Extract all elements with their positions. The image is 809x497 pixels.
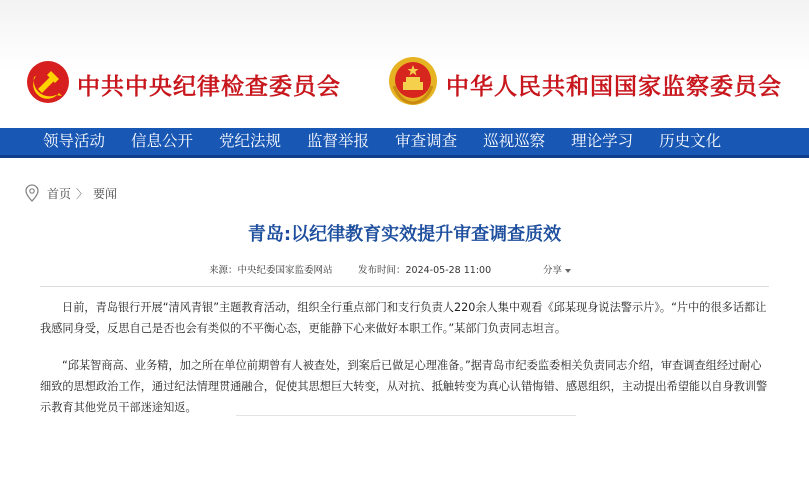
nav-item-investigation[interactable]: 审查调查 (395, 132, 458, 150)
article-title: 青岛:以纪律教育实效提升审查调查质效 (247, 224, 562, 245)
site-header (0, 0, 809, 128)
nav-item-leadership[interactable]: 领导活动 (43, 132, 106, 150)
breadcrumb (25, 183, 117, 203)
article-paragraph-2: “邱某智商高、业务精，加之所在单位前期曾有人被查处，到案后已做足心理准备。”据青岛市纪委监委相关负责同志介绍，审查调查组经过耐心细致的思想政治工作，通过纪法情理贯通融合，促使其思想巨大转变，从对抗、抵触转变为真心认错悔错、感恩组织，主动提出希望能以自身教训警示教育其他党员干部迷途知返。 (40, 359, 768, 414)
nav-item-regulations[interactable]: 党纪法规 (219, 132, 282, 150)
breadcrumb-separator: 〉 (76, 186, 89, 201)
nav-item-info-disclosure[interactable]: 信息公开 (131, 132, 194, 150)
breadcrumb-home[interactable]: 首页 (47, 186, 72, 201)
location-pin-icon (25, 184, 39, 202)
article-meta (0, 262, 809, 278)
article-source: 来源：中央纪委国家监委网站 (209, 265, 333, 276)
divider (40, 286, 769, 287)
party-emblem-icon (26, 60, 70, 104)
nav-item-inspection[interactable]: 巡视巡察 (483, 132, 546, 150)
article-paragraph-1: 日前，青岛银行开展“清风青银”主题教育活动，组织全行重点部门和支行负责人220余人集中观看《邱某现身说法警示片》。“片中的很多话都让我感同身受，反思自己是否也会有类似的不平衡心态，更能静下心来做好本职工作。”某部门负责同志坦言。 (40, 301, 767, 335)
divider (236, 415, 576, 416)
breadcrumb-current[interactable]: 要闻 (93, 186, 118, 201)
share-button[interactable] (543, 262, 571, 276)
nav-item-theory[interactable]: 理论学习 (571, 132, 634, 150)
nav-item-report[interactable]: 监督举报 (307, 132, 370, 150)
main-nav (0, 128, 809, 158)
article-publish-time: 发布时间：2024-05-28 11:00 (358, 265, 492, 276)
national-emblem-icon (388, 56, 438, 106)
chevron-down-icon (565, 269, 571, 273)
ccdi-title[interactable]: 中共中央纪律检查委员会 (77, 73, 341, 100)
nav-item-history[interactable]: 历史文化 (659, 132, 722, 150)
share-label: 分享 (543, 265, 563, 276)
nsc-title[interactable]: 中华人民共和国国家监察委员会 (446, 73, 782, 100)
